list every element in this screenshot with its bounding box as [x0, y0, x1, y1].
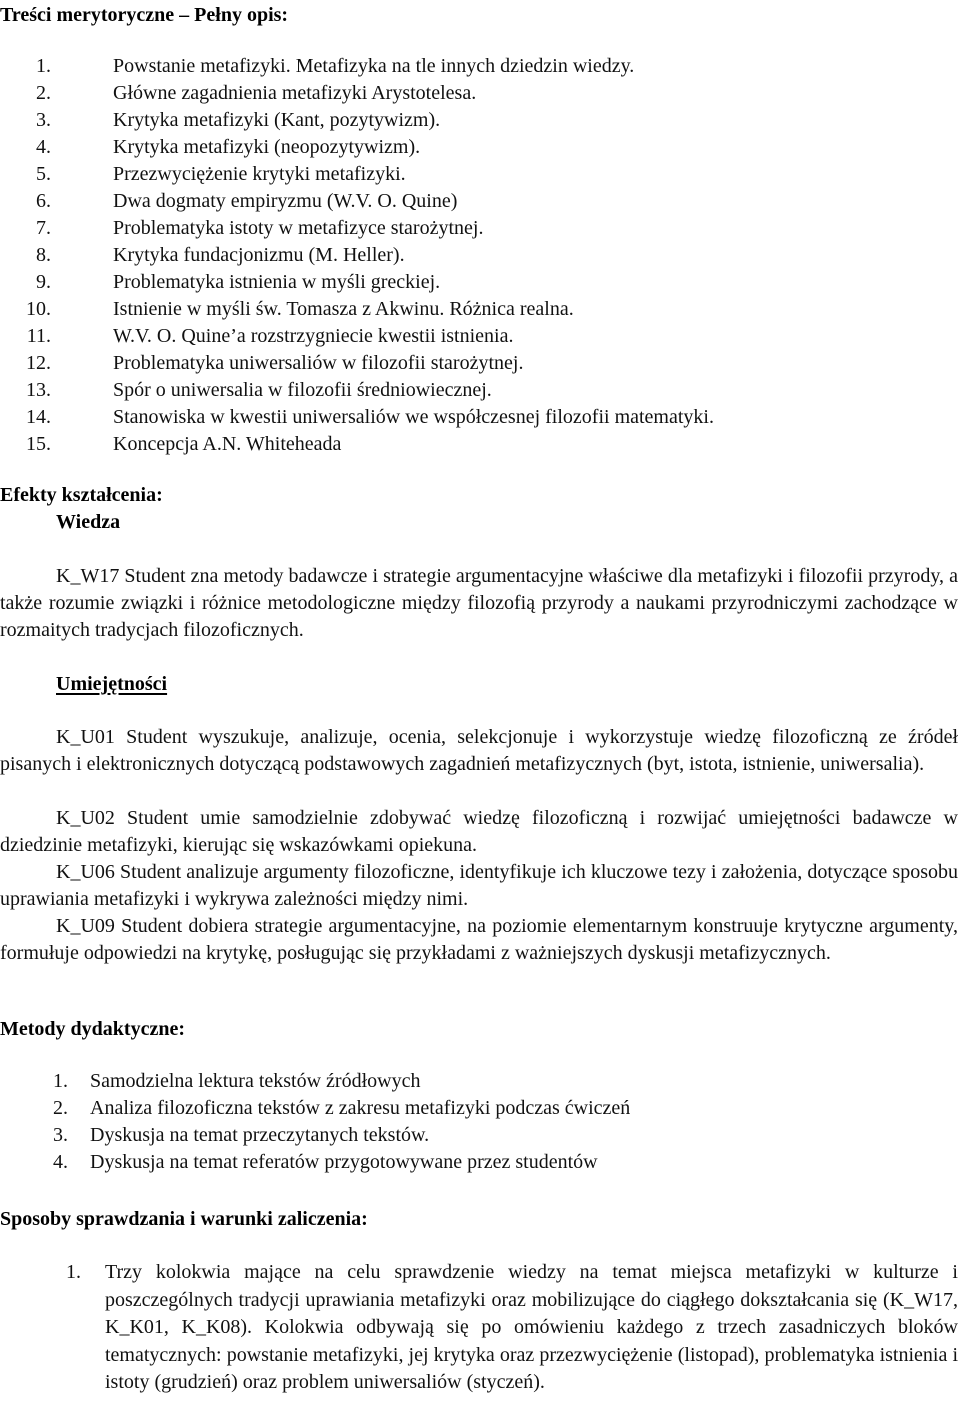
list-item: 3. Krytyka metafizyki (Kant, pozytywizm).	[36, 109, 441, 131]
list-item: 2. Główne zagadnienia metafizyki Arystotelesa.	[36, 82, 477, 104]
content-heading: Treści merytoryczne – Pełny opis:	[0, 4, 289, 26]
list-item: 8. Krytyka fundacjonizmu (M. Heller).	[36, 244, 405, 266]
skills-label: Umiejętności	[56, 673, 168, 695]
list-item: 1. Powstanie metafizyki. Metafizyka na tle innych dziedzin wiedzy.	[36, 55, 635, 77]
list-item: 9. Problematyka istnienia w myśli greckiej.	[36, 271, 441, 293]
assessment-list	[0, 1259, 960, 1397]
content-list	[0, 53, 900, 458]
list-item: 12. Problematyka uniwersaliów w filozofii starożytnej.	[26, 352, 524, 374]
list-item: 7. Problematyka istoty w metafizyce starożytnej.	[36, 217, 484, 239]
skill-outcome-ku09: K_U09 Student dobiera strategie argumentacyjne, na poziomie elementarnym konstruuje krytyczne argumenty, formułuje odpowiedzi na krytykę, posługując się przykładami z ważniejszych dyskusji metafizycznych.	[0, 915, 958, 964]
methods-heading: Metody dydaktyczne:	[0, 1018, 185, 1040]
outcomes-heading: Efekty kształcenia:	[0, 484, 163, 506]
skill-outcome-ku06: K_U06 Student analizuje argumenty filozoficzne, identyfikuje ich kluczowe tezy i założenia, dotyczące sposobu uprawiania metafizyki i wykrywa zależności między nimi.	[0, 861, 958, 910]
list-item: 14. Stanowiska w kwestii uniwersaliów we współczesnej filozofii matematyki.	[26, 406, 714, 428]
methods-list	[0, 1068, 900, 1176]
list-item: 10. Istnienie w myśli św. Tomasza z Akwinu. Różnica realna.	[26, 298, 574, 320]
list-item: 4. Krytyka metafizyki (neopozytywizm).	[36, 136, 421, 158]
list-item: 6. Dwa dogmaty empiryzmu (W.V. O. Quine)	[36, 190, 458, 212]
list-item: 11. W.V. O. Quine’a rozstrzygniecie kwestii istnienia.	[26, 325, 514, 347]
knowledge-outcome-kw17: K_W17 Student zna metody badawcze i strategie argumentacyjne właściwe dla metafizyki i filozofii przyrody, a także rozumie związki i różnice metodologiczne między filozofią przyrody a naukami przyrodniczymi zachodzące w rozmaitych tradycjach filozoficznych.	[0, 565, 958, 641]
list-item: 13. Spór o uniwersalia w filozofii średniowiecznej.	[26, 379, 492, 401]
knowledge-label: Wiedza	[56, 511, 121, 533]
list-item: 5. Przezwyciężenie krytyki metafizyki.	[36, 163, 406, 185]
skill-outcome-ku01: K_U01 Student wyszukuje, analizuje, ocenia, selekcjonuje i wykorzystuje wiedzę filozoficzną ze źródeł pisanych i elektronicznych dotyczącą podstawowych zagadnień metafizycznych (byt, istota, istnienie, uniwersalia).	[0, 726, 958, 775]
list-item: 1. Samodzielna lektura tekstów źródłowych	[53, 1070, 421, 1092]
list-item: 4. Dyskusja na temat referatów przygotowywane przez studentów	[53, 1151, 598, 1173]
list-item: 15. Koncepcja A.N. Whiteheada	[26, 433, 342, 455]
list-item: 2. Analiza filozoficzna tekstów z zakresu metafizyki podczas ćwiczeń	[53, 1097, 631, 1119]
list-item: 3. Dyskusja na temat przeczytanych tekstów.	[53, 1124, 430, 1146]
list-item: 1. Trzy kolokwia mające na celu sprawdzenie wiedzy na temat miejsca metafizyki w kulturze i poszczególnych tradycji uprawiania metafizyki oraz mobilizujące do ciągłego dokształcania się (K_W17, K_K01, K_K08). Kolokwia odbywają się po omówieniu każdego z trzech zasadniczych bloków tematycznych: powstanie metafizyki, jej krytyka oraz przezwyciężenie (listopad), problematyka istnienia i istoty (grudzień) oraz problem uniwersaliów (styczeń).	[66, 1261, 958, 1393]
assessment-heading: Sposoby sprawdzania i warunki zaliczenia:	[0, 1208, 368, 1230]
skill-outcome-ku02: K_U02 Student umie samodzielnie zdobywać wiedzę filozoficzną i rozwijać umiejętności badawcze w dziedzinie metafizyki, kierując się wskazówkami opiekuna.	[0, 807, 958, 856]
